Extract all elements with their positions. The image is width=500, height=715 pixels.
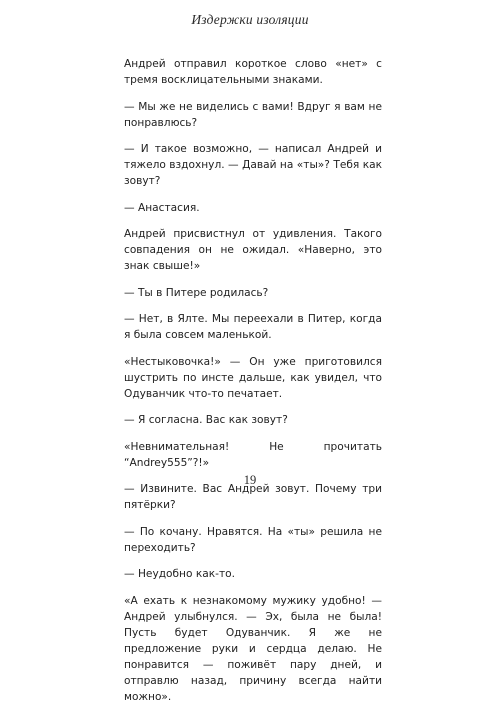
paragraph: Андрей присвистнул от удивления. Такого совпадения он не ожидал. «Наверно, это знак свыше!» (124, 228, 382, 272)
paragraph: — Нет, в Ялте. Мы переехали в Питер, когда я была совсем маленькой. (124, 313, 382, 341)
page-number: 19 (243, 473, 257, 487)
paragraph: — Ты в Питере родилась? (124, 286, 269, 299)
paragraph: Андрей отправил короткое слово «нет» с тремя восклицательными знаками. (124, 58, 382, 86)
running-head-title: Издержки изоляции (191, 12, 309, 27)
paragraph: «Невнимательная! Не прочитать “Andrey555”?!» (124, 440, 382, 469)
paragraph: — Извините. Вас Андрей зовут. Почему три пятёрки? (124, 483, 382, 511)
paragraph: — По кочану. Нравятся. На «ты» решила не переходить? (124, 525, 382, 554)
paragraph: «Нестыковочка!» — Он уже приготовился шустрить по инсте дальше, как увидел, что Одуванчик что-то печатает. (124, 355, 382, 400)
text-block (124, 56, 382, 715)
paragraph: — И такое возможно, — написал Андрей и тяжело вздохнул. — Давай на «ты»? Тебя как зовут? (124, 143, 382, 187)
paragraph: — Мы же не виделись с вами! Вдруг я вам не понравлюсь? (124, 100, 382, 129)
paragraph: «А ехать к незнакомому мужику удобно! — Андрей улыбнулся. — Эх, была не была! Пусть будет Одуванчик. Я же не предложение руки и сердца делаю. Не понравится — поживёт пару дней, и отправлю назад, причину всегда найти можно». (124, 594, 382, 703)
paragraph: — Анастасия. (124, 201, 200, 214)
paragraph: — Я согласна. Вас как зовут? (124, 414, 288, 426)
paragraph: — Неудобно как-то. (124, 568, 235, 580)
